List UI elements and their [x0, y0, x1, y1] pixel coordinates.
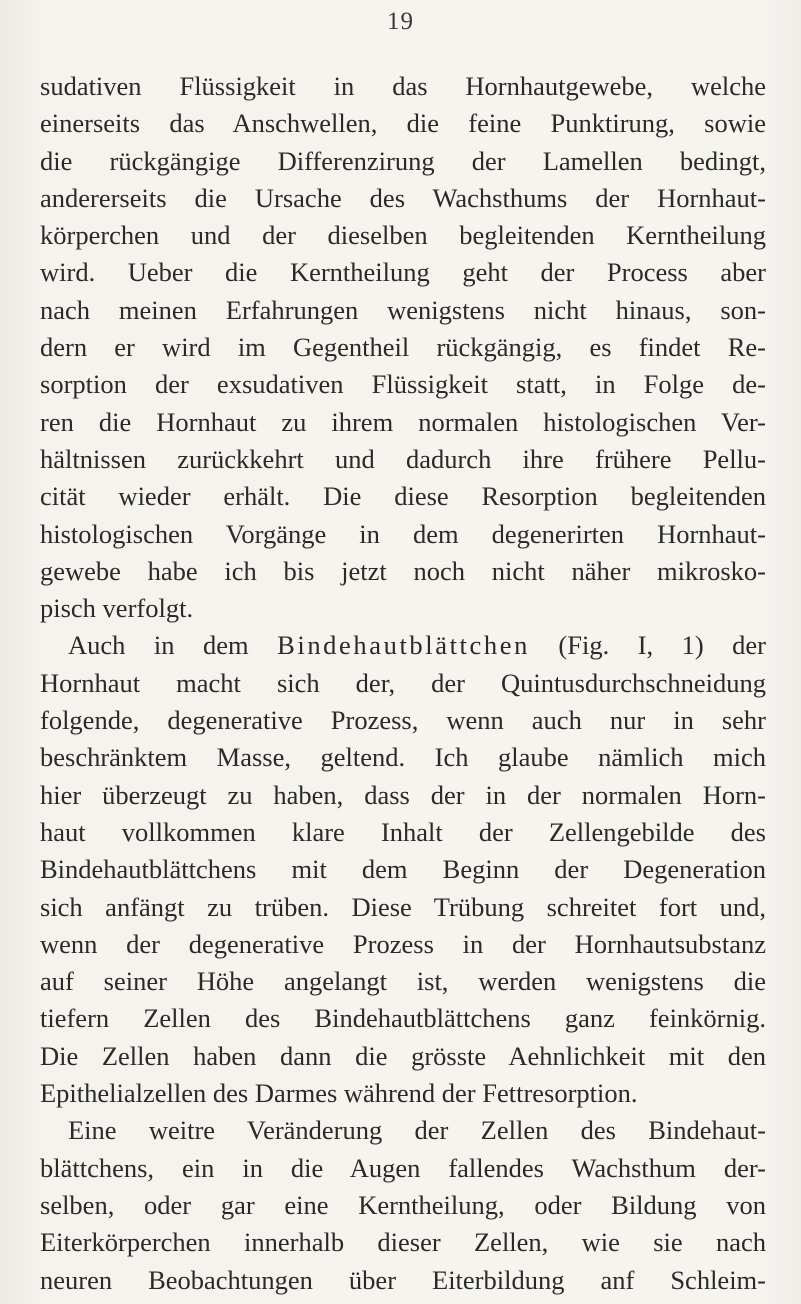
text-line: Die Zellen haben dann die grösste Aehnlichkeit mit den [40, 1040, 766, 1071]
text-line: cität wieder erhält. Die diese Resorption begleitenden [40, 481, 766, 512]
page-number: 19 [387, 8, 414, 35]
text-line: ren die Hornhaut zu ihrem normalen histologischen Ver- [40, 406, 766, 437]
text-line: blättchens, ein in die Augen fallendes Wachsthum der- [40, 1152, 766, 1183]
text-line: andererseits die Ursache des Wachsthums der Hornhaut- [40, 182, 766, 213]
body-text [40, 68, 766, 1299]
text-line: Hornhaut macht sich der, der Quintusdurchschneidung [40, 667, 766, 698]
text-line: körperchen und der dieselben begleitenden Kerntheilung [40, 220, 766, 251]
text-line: haut vollkommen klare Inhalt der Zellengebilde des [40, 816, 766, 847]
text-line: wenn der degenerative Prozess in der Hornhautsubstanz [40, 928, 766, 959]
text-line-first [40, 627, 766, 664]
paragraph-2 [40, 627, 766, 1112]
text-line: pisch verfolgt. [40, 593, 194, 624]
spaced-term: Bindehautblättchen [277, 630, 530, 661]
text-line: hier überzeugt zu haben, dass der in der normalen Horn- [40, 779, 766, 810]
text-line: Eine weitre Veränderung der Zellen des Bindehaut- [68, 1115, 766, 1146]
text-line: Epithelialzellen des Darmes während der Fettresorption. [40, 1078, 638, 1109]
text-line: sudativen Flüssigkeit in das Hornhautgewebe, welche [40, 71, 766, 101]
text-line: hältnissen zurückkehrt und dadurch ihre frühere Pellu- [40, 443, 766, 474]
text-line: die rückgängige Differenzirung der Lamellen bedingt, [40, 145, 766, 176]
text-segment: Auch in dem [68, 630, 278, 661]
text-line: nach meinen Erfahrungen wenigstens nicht hinaus, son- [40, 294, 766, 325]
text-line: sorption der exsudativen Flüssigkeit statt, in Folge de- [40, 369, 766, 400]
text-line: sich anfängt zu trüben. Diese Trübung schreitet fort und, [40, 891, 766, 922]
text-line: histologischen Vorgänge in dem degenerirten Hornhaut- [40, 518, 766, 549]
text-line: folgende, degenerative Prozess, wenn auch nur in sehr [40, 705, 766, 736]
text-line: Bindehautblättchens mit dem Beginn der Degeneration [40, 854, 766, 885]
text-line: tiefern Zellen des Bindehautblättchens ganz feinkörnig. [40, 1003, 766, 1034]
text-line: gewebe habe ich bis jetzt noch nicht näher mikrosko- [40, 555, 766, 586]
text-line: einerseits das Anschwellen, die feine Punktirung, sowie [40, 108, 766, 139]
text-line: auf seiner Höhe angelangt ist, werden wenigstens die [40, 966, 766, 997]
text-line: beschränktem Masse, geltend. Ich glaube nämlich mich [40, 742, 766, 773]
text-line: dern er wird im Gegentheil rückgängig, es findet Re- [40, 332, 766, 363]
paragraph-1 [40, 68, 766, 627]
text-line: wird. Ueber die Kerntheilung geht der Process aber [40, 257, 766, 288]
text-segment: (Fig. I, 1) der [529, 630, 767, 661]
paragraph-3 [40, 1112, 766, 1298]
text-line: Eiterkörperchen innerhalb dieser Zellen, wie sie nach [40, 1227, 766, 1258]
text-line: selben, oder gar eine Kerntheilung, oder Bildung von [40, 1189, 766, 1220]
text-line: neuren Beobachtungen über Eiterbildung anf Schleim- [40, 1264, 766, 1295]
